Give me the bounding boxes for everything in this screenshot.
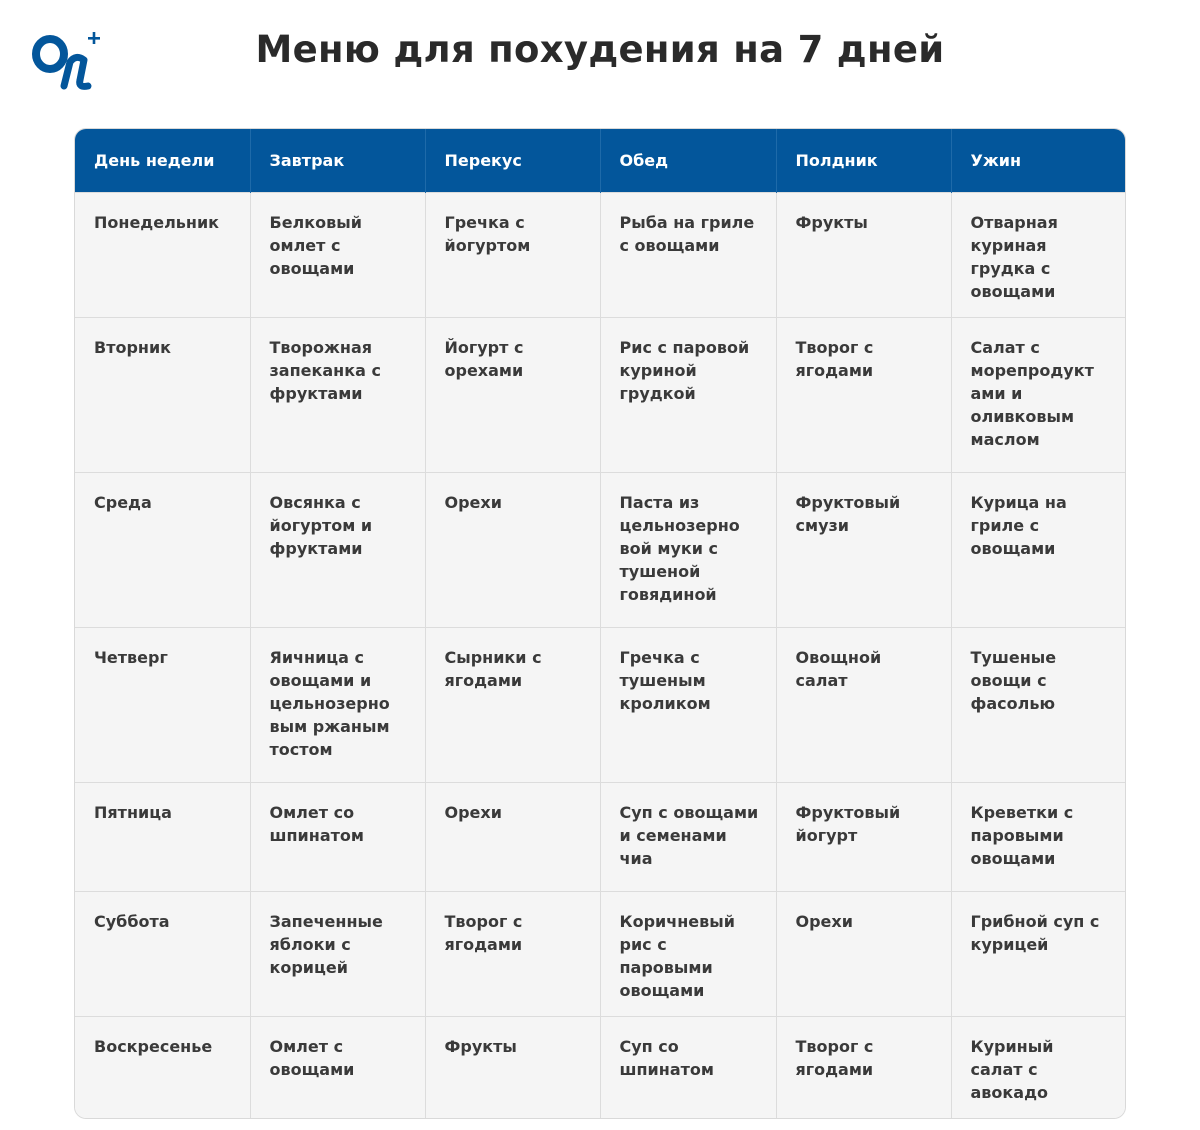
header-snack: Перекус (425, 129, 600, 192)
snack-cell: Йогурт с орехами (425, 317, 600, 472)
table-row (75, 1016, 1126, 1118)
day-cell: Вторник (75, 317, 250, 472)
dinner-cell: Салат с морепродукт ами и оливковым маслом (951, 317, 1126, 472)
day-cell: Воскресенье (75, 1016, 250, 1118)
day-cell: Пятница (75, 782, 250, 891)
header-dinner: Ужин (951, 129, 1126, 192)
dinner-cell: Грибной суп с курицей (951, 891, 1126, 1016)
dinner-cell: Куриный салат с авокадо (951, 1016, 1126, 1118)
menu-table (74, 128, 1126, 1119)
afternoon-snack-cell: Фрукты (776, 192, 951, 317)
snack-cell: Творог с ягодами (425, 891, 600, 1016)
afternoon-snack-cell: Творог с ягодами (776, 317, 951, 472)
table-header-row (75, 129, 1126, 192)
afternoon-snack-cell: Овощной салат (776, 627, 951, 782)
lunch-cell: Рыба на гриле с овощами (600, 192, 776, 317)
afternoon-snack-cell: Фруктовый йогурт (776, 782, 951, 891)
dinner-cell: Курица на гриле с овощами (951, 472, 1126, 627)
page-title: Меню для похудения на 7 дней (255, 28, 945, 71)
table-row (75, 891, 1126, 1016)
breakfast-cell: Белковый омлет с овощами (250, 192, 425, 317)
snack-cell: Орехи (425, 472, 600, 627)
table-row (75, 192, 1126, 317)
lunch-cell: Паста из цельнозерно вой муки с тушеной говядиной (600, 472, 776, 627)
breakfast-cell: Омлет со шпинатом (250, 782, 425, 891)
afternoon-snack-cell: Творог с ягодами (776, 1016, 951, 1118)
afternoon-snack-cell: Орехи (776, 891, 951, 1016)
table-row (75, 472, 1126, 627)
snack-cell: Сырники с ягодами (425, 627, 600, 782)
dinner-cell: Креветки с паровыми овощами (951, 782, 1126, 891)
lunch-cell: Суп с овощами и семенами чиа (600, 782, 776, 891)
day-cell: Понедельник (75, 192, 250, 317)
table-row (75, 627, 1126, 782)
dinner-cell: Тушеные овощи с фасолью (951, 627, 1126, 782)
header-day: День недели (75, 129, 250, 192)
table-row (75, 317, 1126, 472)
day-cell: Среда (75, 472, 250, 627)
day-cell: Четверг (75, 627, 250, 782)
snack-cell: Гречка с йогуртом (425, 192, 600, 317)
breakfast-cell: Овсянка с йогуртом и фруктами (250, 472, 425, 627)
breakfast-cell: Творожная запеканка с фруктами (250, 317, 425, 472)
breakfast-cell: Запеченные яблоки с корицей (250, 891, 425, 1016)
lunch-cell: Гречка с тушеным кроликом (600, 627, 776, 782)
afternoon-snack-cell: Фруктовый смузи (776, 472, 951, 627)
snack-cell: Фрукты (425, 1016, 600, 1118)
lunch-cell: Суп со шпинатом (600, 1016, 776, 1118)
lunch-cell: Коричневый рис с паровыми овощами (600, 891, 776, 1016)
breakfast-cell: Яичница с овощами и цельнозерно вым ржаным тостом (250, 627, 425, 782)
breakfast-cell: Омлет с овощами (250, 1016, 425, 1118)
day-cell: Суббота (75, 891, 250, 1016)
snack-cell: Орехи (425, 782, 600, 891)
header-lunch: Обед (600, 129, 776, 192)
lunch-cell: Рис с паровой куриной грудкой (600, 317, 776, 472)
dinner-cell: Отварная куриная грудка с овощами (951, 192, 1126, 317)
table-row (75, 782, 1126, 891)
header-afternoon-snack: Полдник (776, 129, 951, 192)
header-breakfast: Завтрак (250, 129, 425, 192)
